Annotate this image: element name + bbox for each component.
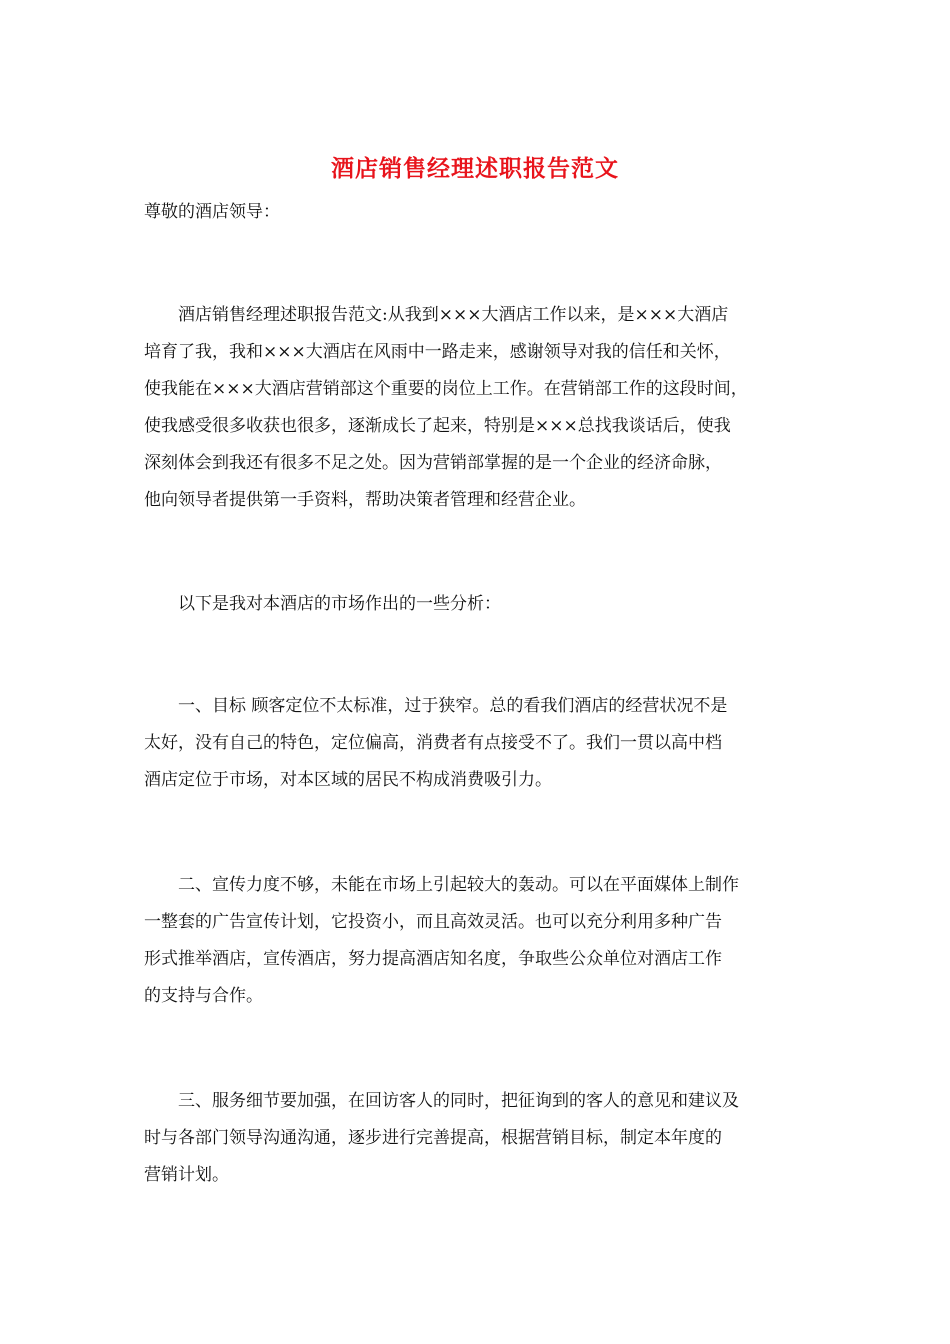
- paragraph-3-line-1: 一、目标 顾客定位不太标准，过于狭窄。总的看我们酒店的经营状况不是: [144, 696, 728, 716]
- paragraph-4-line-4: 的支持与合作。: [144, 986, 263, 1006]
- paragraph-5-line-3: 营销计划。: [144, 1165, 229, 1185]
- document-title: 酒店销售经理述职报告范文: [331, 155, 619, 182]
- paragraph-1-line-1: 酒店销售经理述职报告范文:从我到×××大酒店工作以来，是×××大酒店: [144, 305, 729, 325]
- paragraph-1-line-6: 他向领导者提供第一手资料，帮助决策者管理和经营企业。: [144, 490, 586, 510]
- paragraph-1-line-2: 培育了我，我和×××大酒店在风雨中一路走来，感谢领导对我的信任和关怀，: [144, 342, 731, 362]
- paragraph-5-line-1: 三、服务细节要加强，在回访客人的同时，把征询到的客人的意见和建议及: [144, 1091, 739, 1111]
- paragraph-1-line-4: 使我感受很多收获也很多，逐渐成长了起来，特别是×××总找我谈话后，使我: [144, 416, 731, 436]
- paragraph-3-line-3: 酒店定位于市场，对本区域的居民不构成消费吸引力。: [144, 770, 552, 790]
- paragraph-1-line-5: 深刻体会到我还有很多不足之处。因为营销部掌握的是一个企业的经济命脉，: [144, 453, 722, 473]
- paragraph-3-line-2: 太好，没有自己的特色，定位偏高，消费者有点接受不了。我们一贯以高中档: [144, 733, 722, 753]
- paragraph-5-line-2: 时与各部门领导沟通沟通，逐步进行完善提高，根据营销目标，制定本年度的: [144, 1128, 722, 1148]
- paragraph-4-line-2: 一整套的广告宣传计划，它投资小，而且高效灵活。也可以充分利用多种广告: [144, 912, 722, 932]
- paragraph-4-line-3: 形式推举酒店，宣传酒店，努力提高酒店知名度，争取些公众单位对酒店工作: [144, 949, 722, 969]
- paragraph-1-line-3: 使我能在×××大酒店营销部这个重要的岗位上工作。在营销部工作的这段时间，: [144, 379, 748, 399]
- paragraph-4-line-1: 二、宣传力度不够，未能在市场上引起较大的轰动。可以在平面媒体上制作: [144, 875, 739, 895]
- paragraph-2-line-1: 以下是我对本酒店的市场作出的一些分析：: [144, 594, 501, 614]
- greeting: 尊敬的酒店领导：: [144, 202, 280, 222]
